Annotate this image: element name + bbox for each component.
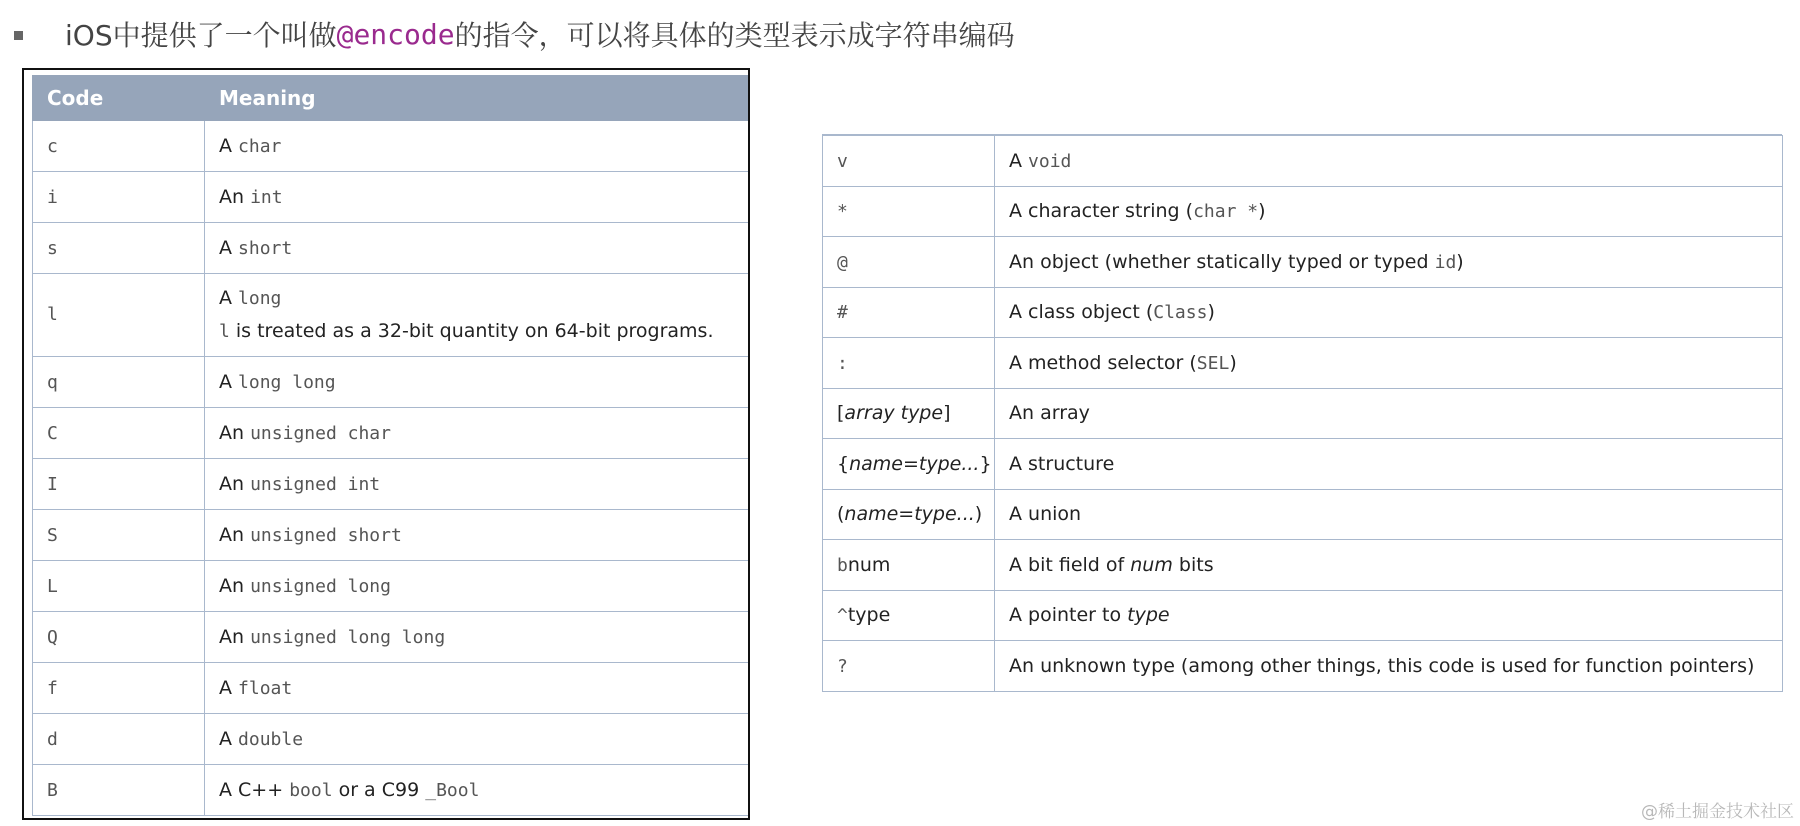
meaning-part: A method selector ( [1009, 351, 1197, 374]
code-cell: c [33, 121, 205, 172]
meaning-cell [995, 388, 1783, 439]
table-row [33, 274, 751, 357]
table-row [33, 223, 751, 274]
code-cell [823, 237, 995, 288]
code-part: ) [974, 503, 983, 526]
note-text: is treated as a 32-bit quantity on 64-bit programs. [229, 320, 714, 342]
meaning-part: An unknown type (among other things, this code is used for function pointers) [1009, 654, 1755, 677]
code-cell: B [33, 765, 205, 816]
code-cell: S [33, 510, 205, 561]
header-code: Code [33, 76, 205, 121]
heading-code: @encode [336, 17, 455, 51]
code-part: type [847, 604, 891, 627]
heading-line [14, 12, 1015, 56]
code-cell: s [33, 223, 205, 274]
meaning-cell [995, 641, 1783, 692]
meaning-text: or a C99 [332, 779, 426, 801]
table-row [823, 136, 1783, 187]
meaning-text: A [219, 371, 239, 393]
code-part: name=type... [844, 503, 975, 526]
meaning-part: A bit field of [1009, 553, 1131, 576]
meaning-code: int [250, 187, 283, 208]
meaning-cell [995, 439, 1783, 490]
meaning-cell [205, 510, 751, 561]
meaning-part: A [1009, 149, 1029, 172]
meaning-part: ) [1456, 250, 1464, 273]
code-part: ( [837, 503, 845, 526]
meaning-text: An [219, 422, 251, 444]
table-row [823, 287, 1783, 338]
meaning-part: A class object ( [1009, 301, 1154, 324]
table-row [33, 408, 751, 459]
meaning-cell [995, 540, 1783, 591]
meaning-text: A C++ [219, 779, 290, 801]
meaning-cell [205, 121, 751, 172]
meaning-part: num [1130, 553, 1173, 576]
encode-table-left [32, 75, 750, 816]
code-cell [823, 388, 995, 439]
code-part: @ [837, 251, 848, 273]
meaning-text: A [219, 287, 239, 309]
code-part: ^ [837, 605, 848, 627]
meaning-cell [995, 489, 1783, 540]
watermark: @稀土掘金技术社区 [1641, 802, 1794, 822]
code-cell: C [33, 408, 205, 459]
code-part: : [837, 352, 848, 374]
table-row [33, 510, 751, 561]
table-row [823, 641, 1783, 692]
meaning-cell [205, 765, 751, 816]
meaning-part: A union [1009, 503, 1082, 526]
meaning-part: A structure [1009, 452, 1115, 475]
meaning-cell [995, 237, 1783, 288]
table-row [33, 561, 751, 612]
meaning-part: An object (whether statically typed or typed [1009, 250, 1435, 273]
code-cell [823, 287, 995, 338]
table-header-row [33, 76, 751, 121]
meaning-part: void [1028, 150, 1072, 172]
meaning-code: long [238, 288, 282, 309]
meaning-cell [205, 274, 751, 357]
meaning-code: double [238, 729, 304, 750]
table-row [33, 765, 751, 816]
meaning-text: An [219, 473, 251, 495]
meaning-code: _Bool [425, 780, 480, 801]
meaning-part: id [1434, 251, 1457, 273]
meaning-part: A pointer to [1009, 604, 1128, 627]
table-row [823, 590, 1783, 641]
code-part: } [979, 452, 992, 475]
code-part: b [837, 554, 848, 576]
heading-prefix: iOS中提供了一个叫做 [65, 19, 337, 52]
code-part: num [847, 553, 891, 576]
meaning-cell [205, 663, 751, 714]
meaning-text: A [219, 135, 239, 157]
code-cell [823, 489, 995, 540]
code-cell [823, 540, 995, 591]
code-cell [823, 439, 995, 490]
table-row [33, 172, 751, 223]
code-cell [823, 641, 995, 692]
table-row [823, 186, 1783, 237]
meaning-code: float [238, 678, 293, 699]
meaning-cell [205, 561, 751, 612]
code-part: v [837, 150, 848, 172]
note-code: l [219, 321, 230, 342]
table-row [823, 540, 1783, 591]
meaning-part: A character string ( [1009, 200, 1194, 223]
meaning-part: SEL [1196, 352, 1230, 374]
meaning-code: unsigned long long [250, 627, 446, 648]
meaning-text: An [219, 575, 251, 597]
encode-table-right [822, 135, 1783, 692]
left-table-frame [22, 68, 750, 820]
code-cell: i [33, 172, 205, 223]
meaning-part: char * [1193, 201, 1259, 223]
meaning-text: A [219, 728, 239, 750]
header-meaning: Meaning [205, 76, 751, 121]
table-row [33, 357, 751, 408]
meaning-code: long long [238, 372, 336, 393]
table-row [823, 338, 1783, 389]
meaning-cell [205, 223, 751, 274]
meaning-code: unsigned char [250, 423, 391, 444]
meaning-text: An [219, 524, 251, 546]
code-cell: Q [33, 612, 205, 663]
code-cell: d [33, 714, 205, 765]
bullet-square-icon [14, 31, 23, 40]
meaning-cell [995, 186, 1783, 237]
code-part: ] [943, 402, 951, 425]
meaning-cell [995, 590, 1783, 641]
table-row [33, 459, 751, 510]
meaning-part: ) [1207, 301, 1215, 324]
meaning-part: Class [1153, 302, 1208, 324]
meaning-part: An array [1009, 402, 1090, 425]
code-cell: q [33, 357, 205, 408]
meaning-text: An [219, 626, 251, 648]
meaning-cell [995, 287, 1783, 338]
code-cell [823, 136, 995, 187]
meaning-cell [205, 172, 751, 223]
meaning-cell [205, 612, 751, 663]
table-row [33, 121, 751, 172]
code-part: name=type... [849, 452, 980, 475]
table-row [33, 714, 751, 765]
code-cell [823, 186, 995, 237]
table-row [33, 612, 751, 663]
meaning-cell [205, 459, 751, 510]
meaning-text: An [219, 186, 251, 208]
code-cell: f [33, 663, 205, 714]
code-part: [ [837, 402, 845, 425]
code-cell: L [33, 561, 205, 612]
code-part: { [837, 452, 850, 475]
table-row [823, 439, 1783, 490]
meaning-part: type [1127, 604, 1170, 627]
meaning-part: ) [1258, 200, 1266, 223]
table-row [823, 237, 1783, 288]
meaning-cell [995, 136, 1783, 187]
meaning-code: short [238, 238, 293, 259]
code-part: # [837, 302, 848, 324]
meaning-code: unsigned long [250, 576, 391, 597]
meaning-part: ) [1229, 351, 1237, 374]
code-part: array type [844, 402, 944, 425]
meaning-part: bits [1172, 553, 1214, 576]
meaning-text: A [219, 677, 239, 699]
meaning-code: unsigned int [250, 474, 381, 495]
table-row [823, 388, 1783, 439]
code-cell [823, 590, 995, 641]
code-cell: l [33, 274, 205, 357]
code-part: ? [837, 655, 848, 677]
meaning-text: A [219, 237, 239, 259]
meaning-cell [205, 714, 751, 765]
meaning-code: char [238, 136, 282, 157]
meaning-code: unsigned short [250, 525, 402, 546]
code-cell [823, 338, 995, 389]
meaning-cell [205, 408, 751, 459]
table-row [823, 489, 1783, 540]
meaning-cell [995, 338, 1783, 389]
code-cell: I [33, 459, 205, 510]
heading-suffix: 的指令，可以将具体的类型表示成字符串编码 [454, 19, 1015, 52]
table-row [33, 663, 751, 714]
meaning-code: bool [289, 780, 333, 801]
meaning-cell [205, 357, 751, 408]
code-part: * [837, 201, 848, 223]
